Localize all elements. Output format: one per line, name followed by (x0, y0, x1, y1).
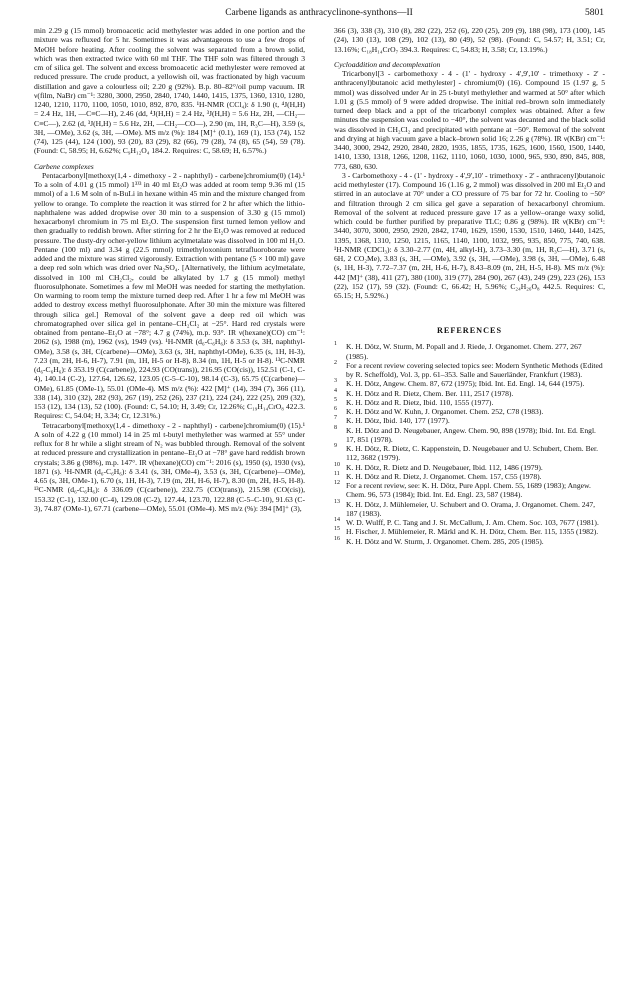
reference-number: 4 (334, 387, 337, 394)
right-column-body (334, 26, 605, 300)
reference-item (334, 389, 605, 398)
reference-text: K. H. Dötz, R. Dietz and D. Neugebauer, Ibid. 112, 1486 (1979). (346, 462, 543, 472)
reference-number: 12 (334, 480, 340, 486)
reference-item (334, 416, 605, 425)
reference-number: 1 (334, 341, 337, 348)
body-paragraph: min 2.29 g (15 mmol) bromoacetic acid methylester was added in one portion and the mixture was refluxed for 5 hr. Sometimes it was advantageous to use a few drops of MeOH before heating. After cooling the solvent was separated from a brown solid, which was then extracted twice with 60 ml THF. The THF soln was filtered through 3 cm of silica gel. The solvent and excess bromoacetic acid methylester were removed at reduced pressure. The crude product, a yellowish oil, was fractionated by high vacuum distillation and gave a colourless oil; 2.20 g (92%). B.p. 80–82°/oil pump vacuum. IR ν(film, NaBr) cm⁻¹: 3280, 3000, 2950, 2840, 1740, 1440, 1415, 1375, 1360, 1310, 1280, 1240, 1210, 1170, 1100, 1050, 1010, 892, 870, 835. ¹H-NMR (CCl₄): δ 1.90 (t, ⁴J(H,H) = 2.4 Hz, 1H, —C≡C—H), 2.46 (dd, ⁴J(H,H) = 2.4 Hz, ³J(H,H) = 5.6 Hz, 2H, —CH₂—C≡C—), 2.62 (d, ³J(H,H) = 5.6 Hz, 2H, —CH₂—CO—), 2.90 (m, 1H, R₃C—H), 3.59 (s, 3H, —OMe), 3.62 (s, 3H, —OMe). MS m/z (%): 184 [M]⁺ (0.1), 169 (1), 153 (74), 152 (74), 125 (44), 124 (100), 93 (20), 83 (29), 82 (66), 79 (28), 74 (8), 65 (54), 59 (78). (Found: C, 58.95; H, 6.62%; C₉H₁₂O₄ 184.2. Requires: C, 58.69; H, 6.57%.) (34, 26, 305, 156)
reference-text: K. H. Dötz and W. Sturm, J. Organomet. Chem. 285, 205 (1985). (346, 536, 544, 546)
reference-number: 6 (334, 406, 337, 412)
page-number: 5801 (585, 8, 604, 18)
reference-text: K. H. Dötz, R. Dietz, C. Kappenstein, D. Neugebauer and U. Schubert, Chem. Ber. 112, 3682 (1979). (346, 444, 599, 463)
reference-number: 16 (334, 535, 340, 542)
reference-number: 13 (334, 498, 340, 505)
reference-item (334, 444, 605, 463)
section-heading: Cycloaddition and decomplexation (334, 59, 441, 69)
reference-text: K. H. Dötz, Ibid. 140, 177 (1977). (346, 416, 450, 426)
reference-number: 10 (334, 461, 340, 468)
reference-number: 5 (334, 396, 337, 403)
references-list (334, 342, 605, 546)
reference-item (334, 463, 605, 472)
reference-number: 2 (334, 359, 337, 366)
reference-text: K. H. Dötz and R. Dietz, Chem. Ber. 111, 2517 (1978). (346, 388, 514, 398)
reference-text: For a recent review covering selected topics see: Modern Synthetic Methods (Edited by R. Scheffold), Vol. 3, pp. 61–353. Salle and Sauerländer, Frankfurt (1983). (346, 360, 603, 379)
right-column (334, 26, 605, 546)
reference-item (334, 361, 605, 380)
reference-item (334, 398, 605, 407)
reference-text: For a recent review, see: K. H. Dötz, Pure Appl. Chem. 55, 1689 (1983); Angew. Chem. 96, 573 (1984); Ibid. Int. Ed. Engl. 23, 587 (1984). (346, 481, 591, 500)
reference-number: 15 (334, 526, 340, 533)
reference-number: 9 (334, 443, 337, 449)
reference-number: 14 (334, 517, 340, 523)
reference-item (334, 407, 605, 416)
reference-item (334, 426, 605, 445)
reference-text: K. H. Dötz and R. Dietz, J. Organomet. Chem. 157, C55 (1978). (346, 471, 542, 481)
body-paragraph: Tetracarbonyl[methoxy(1,4 - dimethoxy - 2 - naphthyl) - carbene]chromium(0) (15).¹ A soln of 4.22 g (10 mmol) 14 in 25 ml t-butyl methylether was warmed at 55° under reflux for 8 hr while a slight stream of N₂ was bubbled through. Removal of the solvent at reduced pressure and crystallization in pentane–Et₂O at −78° gave hard reddish brown crystals; 3.86 g (98%), m.p. 147°. IR ν(hexane)(CO) cm⁻¹: 2016 (s), 1950 (s), 1930 (vs), 1871 (s). ¹H-NMR (d₆-C₆H₆): δ 3.41 (s, 3H, OMe-4), 3.53 (s, 3H, C(carbene)—OMe), 4.65 (s, 3H, OMe-1), 6.70 (s, 1H, H-3), 7.19 (m, 2H, H-6, H-7), 8.30 (m, 2H, H-5, H-8). ¹³C-NMR (d₆-C₆H₆): δ 336.09 (C(carbene)), 232.75 (CO(trans)), 215.98 (CO(cis)), 153.32 (C-1), 132.00 (C-4), 129.08 (C-2), 127.44, 123.70, 122.88 (C-5–C-10), 91.63 (C-3), 74.87 (OMe-1), 67.71 (carbene—OMe), 55.01 (OMe-4). MS m/z (%): 394 [M]⁺ (3), (34, 420, 305, 513)
body-paragraph: Tricarbonyl[3 - carbomethoxy - 4 - (1' - hydroxy - 4',9',10' - trimethoxy - 2' - anthracenyl)butanoic acid methylester] - chromium(0) (16). Compound 15 (1.97 g, 5 mmol) was dissolved under Ar in 25 t-butyl methylether and warmed at 50° after which 1.01 g (5.5 mmol) of 9 were added dropwise. The initial red–brown soln immediately turned deep black and a ppt of the tricarbonyl complex was obtained. After a few minutes the suspension was cooled to −40°, the solvent was decanted and the black solid was dissolved in CH₂Cl₂ and precipitated with pentane at −50°. Removal of the solvent and drying at high vacuum gave a black–brown solid 16; 2.26 g (78%). IR ν(KBr) cm⁻¹: 3440, 3000, 2942, 2920, 2840, 2820, 1935, 1855, 1735, 1625, 1600, 1560, 1500, 1440, 1410, 1330, 1318, 1266, 1208, 1162, 1110, 1060, 1030, 1000, 965, 930, 890, 845, 808, 773, 680, 630. (334, 69, 605, 171)
reference-item (334, 500, 605, 519)
reference-text: K. H. Dötz and W. Kuhn, J. Organomet. Chem. 252, C78 (1983). (346, 407, 544, 416)
reference-text: K. H. Dötz, Angew. Chem. 87, 672 (1975); Ibid. Int. Ed. Engl. 14, 644 (1975). (346, 379, 585, 389)
reference-item (334, 518, 605, 527)
reference-number: 11 (334, 470, 340, 477)
reference-text: K. H. Dötz, W. Sturm, M. Popall and J. Riede, J. Organomet. Chem. 277, 267 (1985). (346, 342, 582, 361)
reference-text: K. H. Dötz and D. Neugebauer, Angew. Chem. 90, 898 (1978); Ibid. Int. Ed. Engl. 17, 851 (1978). (346, 425, 596, 444)
reference-item (334, 527, 605, 536)
reference-item (334, 481, 605, 500)
body-paragraph: 366 (3), 338 (3), 310 (8), 282 (22), 252 (6), 220 (25), 209 (9), 188 (98), 173 (100), 145 (24), 130 (13), 108 (29), 102 (13), 80 (49), 52 (98). (Found: C, 54.57; H, 3.51; Cr, 13.16%; C₁₈H₁₄CrO₇ 394.3. Requires: C, 54.83; H, 3.58; Cr, 13.19%.) (334, 26, 605, 54)
body-paragraph: Pentacarbonyl[methoxy(1,4 - dimethoxy - 2 - naphthyl) - carbene]chromium(0) (14).¹ To a soln of 4.01 g (15 mmol) 1³⁾³ in 40 ml Et₂O was added at room temp 9.36 ml (15 mmol) of a 1.6 M soln of n-BuLi in hexane within 45 min and the mixture changed from yellow to orange. To complete the reaction it was stirred for 2 hr after which the lithio-naphthalene was added dropwise over 30 min to a suspension of 3.30 g (15 mmol) hexacarbonyl chromium in 75 ml Et₂O. The suspension first turned lemon yellow and then gradually to reddish brown. After stirring for 2 hr the Et₂O was removed at reduced pressure. The dusty-dry ocher-yellow lithium acylmetalate was dissolved in 100 ml H₂O. Pentane (100 ml) and 3.34 g (22.5 mmol) trimethyloxonium tetrafluoroborate were added and the mixture was stirred vigorously. Extraction with pentane (5 × 100 ml) gave a deep red soln which was dried over Na₂SO₄. [Alternatively, the lithium acylmetalate, dissolved in 100 ml CH₂Cl₂, could be alkylated by 1.7 g (15 mmol) methyl fluorosulphonate. Sometimes a few ml MeOH was needed for starting the methylation. On warming to room temp the mixture turned deep red. After 1 hr a few ml MeOH was added to destroy excess methyl fluorosulphonate. After 30 min the mixture was filtered through silica gel.] Removal of the solvent gave a deep red oil which was chromatographed over silica gel in pentane–CH₂Cl₂ at −25°. Hard red crystals were obtained from pentane–Et₂O at −78°; 4.7 g (74%), m.p. 93°. IR ν(hexane)(CO) cm⁻¹: 2062 (s), 1988 (m), 1962 (vs), 1949 (vs). ¹H-NMR (d₆-C₆H₆): δ 3.53 (s, 3H, naphthyl-OMe), 3.58 (s, 3H, C(carbene)—OMe), 3.63 (s, 3H, naphthyl-OMe), 6.35 (s, 1H, H-3), 7.23 (m, 2H, H-6, H-7), 7.91 (m, 1H, H-5 or H-8), 8.34 (m, 1H, H-5 or H-8). ¹³C-NMR (d₆-C₆H₆): δ 353.19 (C(carbene)), 224.93 (CO(trans)), 216.95 (CO(cis)), 152.51 (C-1, C-4), 140.14 (C-2), 127.64, 126.62, 123.05 (C-5–C-10), 98.14 (C-3), 65.75 (C(carbene)—OMe), 61.85 (OMe-1), 55.01 (OMe-4). MS m/z (%): 422 [M]⁺ (14), 394 (7), 366 (11), 338 (14), 310 (32), 282 (93), 267 (19), 252 (26), 237 (21), 224 (24), 222 (25), 209 (32), 153 (12), 134 (13), 52 (100). (Found: C, 54.10; H, 3.49; Cr, 12.26%; C₁₉H₁₄CrO₈ 422.3. Requires: C, 54.04; H, 3.34; Cr, 12.31%.) (34, 170, 305, 421)
left-column (34, 26, 305, 513)
reference-text: K. H. Dötz and R. Dietz, Ibid. 110, 1555 (1977). (346, 397, 494, 407)
running-title: Carbene ligands as anthracyclinone-synthons—II (225, 8, 413, 18)
section-heading: Carbene complexes (34, 161, 94, 171)
reference-item (334, 379, 605, 388)
running-header (34, 8, 604, 22)
reference-text: K. H. Dötz, J. Mühlemeier, U. Schubert and O. Orama, J. Organomet. Chem. 247, 187 (1983). (346, 499, 596, 518)
reference-text: W. D. Wulff, P. C. Tang and J. St. McCallum, J. Am. Chem. Soc. 103, 7677 (1981). (346, 518, 599, 527)
reference-item (334, 472, 605, 481)
reference-number: 3 (334, 378, 337, 385)
reference-number: 8 (334, 424, 337, 431)
references-heading: REFERENCES (436, 326, 503, 336)
reference-number: 7 (334, 415, 337, 422)
reference-item (334, 537, 605, 546)
reference-item (334, 342, 605, 361)
body-paragraph: 3 - Carbomethoxy - 4 - (1' - hydroxy - 4',9',10' - trimethoxy - 2' - anthracenyl)butanoic acid methylester (17). Compound 16 (1.16 g, 2 mmol) was dissolved in 200 ml Et₂O and stirred in an autoclave at 70° under a CO pressure of 75 bar for 72 hr. Cooling to −50° and filtration through 2 cm silica gel gave a separation of hexacarbonyl chromium. Removal of the solvent at reduced pressure gave 17 as a yellow–orange waxy solid, which could be further purified by preparative TLC; 0.86 g (98%). IR ν(KBr) cm⁻¹: 3440, 3070, 3000, 2950, 2920, 2842, 1740, 1629, 1590, 1530, 1510, 1460, 1440, 1425, 1395, 1368, 1310, 1250, 1215, 1165, 1140, 1100, 1032, 995, 935, 850, 775, 740, 638. ¹H-NMR (CDCl₃): δ 3.30–2.77 (m, 4H, alkyl-H), 3.73–3.30 (m, 1H, R₃C—H), 3.71 (s, 6H, 2 CO₂Me), 3.83 (s, 3H, —OMe), 3.92 (s, 3H, —OMe), 3.98 (s, 3H, —OMe), 6.48 (s, 1H, H-3), 7.72–7.37 (m, 2H, H-6, H-7), 8.43–8.09 (m, 2H, H-5, H-8). MS m/z (%): 442 [M]⁺ (38), 411 (27), 380 (100), 319 (77), 284 (90), 267 (43), 249 (29), 223 (26), 153 (22), 152 (17), 59 (32). (Found: C, 66.42; H, 5.96%; C₂₄H₂₆O₈ 442.5. Requires: C, 65.15; H, 5.92%.) (334, 170, 605, 300)
reference-text: H. Fischer, J. Mühlemeier, R. Märkl and K. H. Dötz, Chem. Ber. 115, 1355 (1982). (346, 527, 599, 537)
